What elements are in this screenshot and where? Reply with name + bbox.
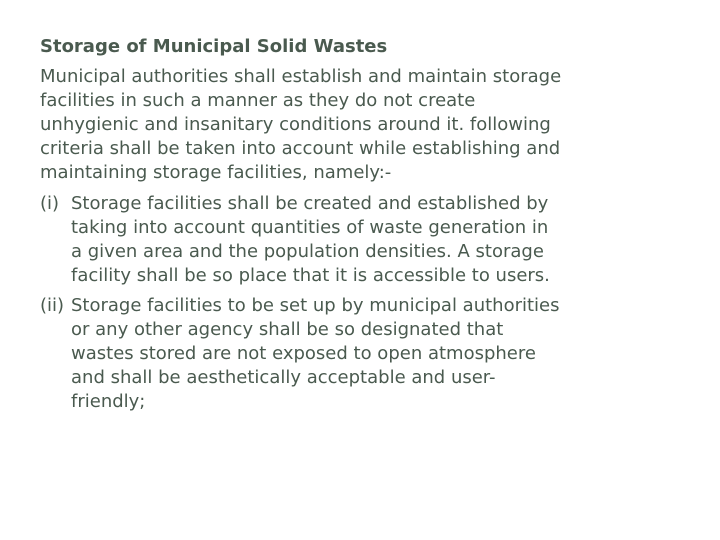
list-item-text [71, 192, 580, 288]
intro-paragraph [40, 65, 580, 185]
list-item [40, 192, 580, 288]
list-item-text [71, 294, 580, 414]
intro-line: maintaining storage facilities, namely:- [40, 162, 392, 183]
intro-line: criteria shall be taken into account while establishing and [40, 138, 561, 159]
list-item-line: taking into account quantities of waste generation in [71, 217, 549, 238]
list-item-line: facility shall be so place that it is accessible to users. [71, 265, 550, 286]
intro-line: unhygienic and insanitary conditions around it. following [40, 114, 551, 135]
list-item-line: and shall be aesthetically acceptable and user- [71, 367, 496, 388]
list-item-line: friendly; [71, 391, 146, 412]
intro-line: facilities in such a manner as they do not create [40, 90, 476, 111]
intro-line: Municipal authorities shall establish and maintain storage [40, 66, 562, 87]
list-item-marker: (i) [40, 193, 60, 214]
list-item-line: Storage facilities shall be created and established by [71, 193, 549, 214]
list-item-line: a given area and the population densities. A storage [71, 241, 544, 262]
page-title: Storage of Municipal Solid Wastes [40, 36, 388, 57]
list-item-line: Storage facilities to be set up by municipal authorities [71, 295, 560, 316]
list-item [40, 294, 580, 414]
list-item-marker: (ii) [40, 295, 65, 316]
list-item-line: wastes stored are not exposed to open atmosphere [71, 343, 536, 364]
list-item-line: or any other agency shall be so designated that [71, 319, 504, 340]
